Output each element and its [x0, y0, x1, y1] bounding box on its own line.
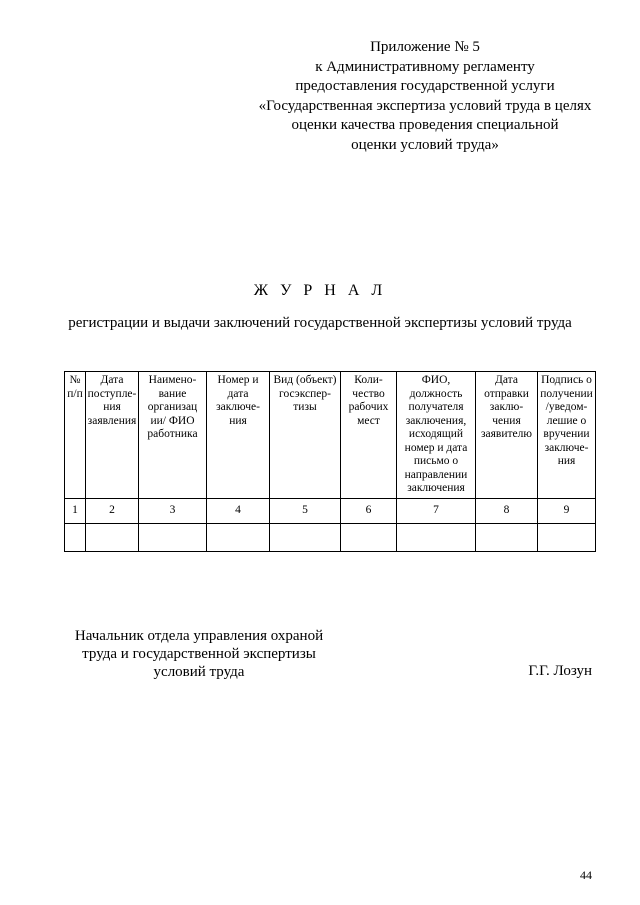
header-cell-number: № п/п: [65, 372, 86, 499]
appendix-line: Приложение № 5: [370, 39, 480, 55]
header-cell-conclusion-number: Номер и дата заключе- ния: [207, 372, 270, 499]
appendix-line: «Государственная экспертиза условий труда в целях: [258, 97, 592, 114]
empty-cell: [270, 524, 341, 552]
column-number-cell: 5: [270, 499, 341, 524]
header-cell-organization: Наимено- вание организац ии/ ФИО работника: [139, 372, 207, 499]
journal-title: Ж У Р Н А Л: [253, 282, 387, 299]
empty-cell: [65, 524, 86, 552]
column-number-cell: 6: [341, 499, 397, 524]
column-number-cell: 3: [139, 499, 207, 524]
header-cell-recipient: ФИО, должность получателя заключения, исходящий номер и дата письмо о направлении заключения: [397, 372, 476, 499]
journal-subtitle: регистрации и выдачи заключений государственной экспертизы условий труда: [68, 315, 572, 331]
header-cell-receipt-date: Дата поступле- ния заявления: [86, 372, 139, 499]
column-number-cell: 1: [65, 499, 86, 524]
column-number-cell: 8: [476, 499, 538, 524]
column-number-cell: 9: [538, 499, 596, 524]
signatory-name: Г.Г. Лозун: [528, 663, 592, 679]
position-line: труда и государственной экспертизы: [82, 646, 316, 662]
position-line: условий труда: [153, 664, 245, 680]
empty-cell: [397, 524, 476, 552]
header-cell-signature: Подпись о получении /уведом- лешие о вручении заключе- ния: [538, 372, 596, 499]
page-number: 44: [580, 868, 592, 882]
position-line: Начальник отдела управления охраной: [74, 628, 324, 644]
registration-table: [64, 371, 596, 552]
header-cell-dispatch-date: Дата отправки заклю- чения заявителю: [476, 372, 538, 499]
header-cell-expertise-type: Вид (объект) госэкспер- тизы: [270, 372, 341, 499]
column-number-cell: 7: [397, 499, 476, 524]
appendix-line: оценки условий труда»: [351, 136, 499, 153]
signatory-position: [64, 627, 334, 681]
appendix-line: оценки качества проведения специальной: [291, 117, 559, 133]
column-number-cell: 4: [207, 499, 270, 524]
empty-cell: [341, 524, 397, 552]
empty-cell: [538, 524, 596, 552]
column-number-row: [65, 499, 596, 524]
empty-cell: [86, 524, 139, 552]
column-number-cell: 2: [86, 499, 139, 524]
appendix-line: предоставления государственной услуги: [295, 78, 555, 94]
header-row: [65, 372, 596, 499]
empty-entry-row: [65, 524, 596, 552]
appendix-header: [230, 38, 620, 155]
empty-cell: [207, 524, 270, 552]
header-cell-workplaces: Коли- чество рабочих мест: [341, 372, 397, 499]
empty-cell: [139, 524, 207, 552]
empty-cell: [476, 524, 538, 552]
appendix-line: к Административному регламенту: [315, 58, 535, 75]
